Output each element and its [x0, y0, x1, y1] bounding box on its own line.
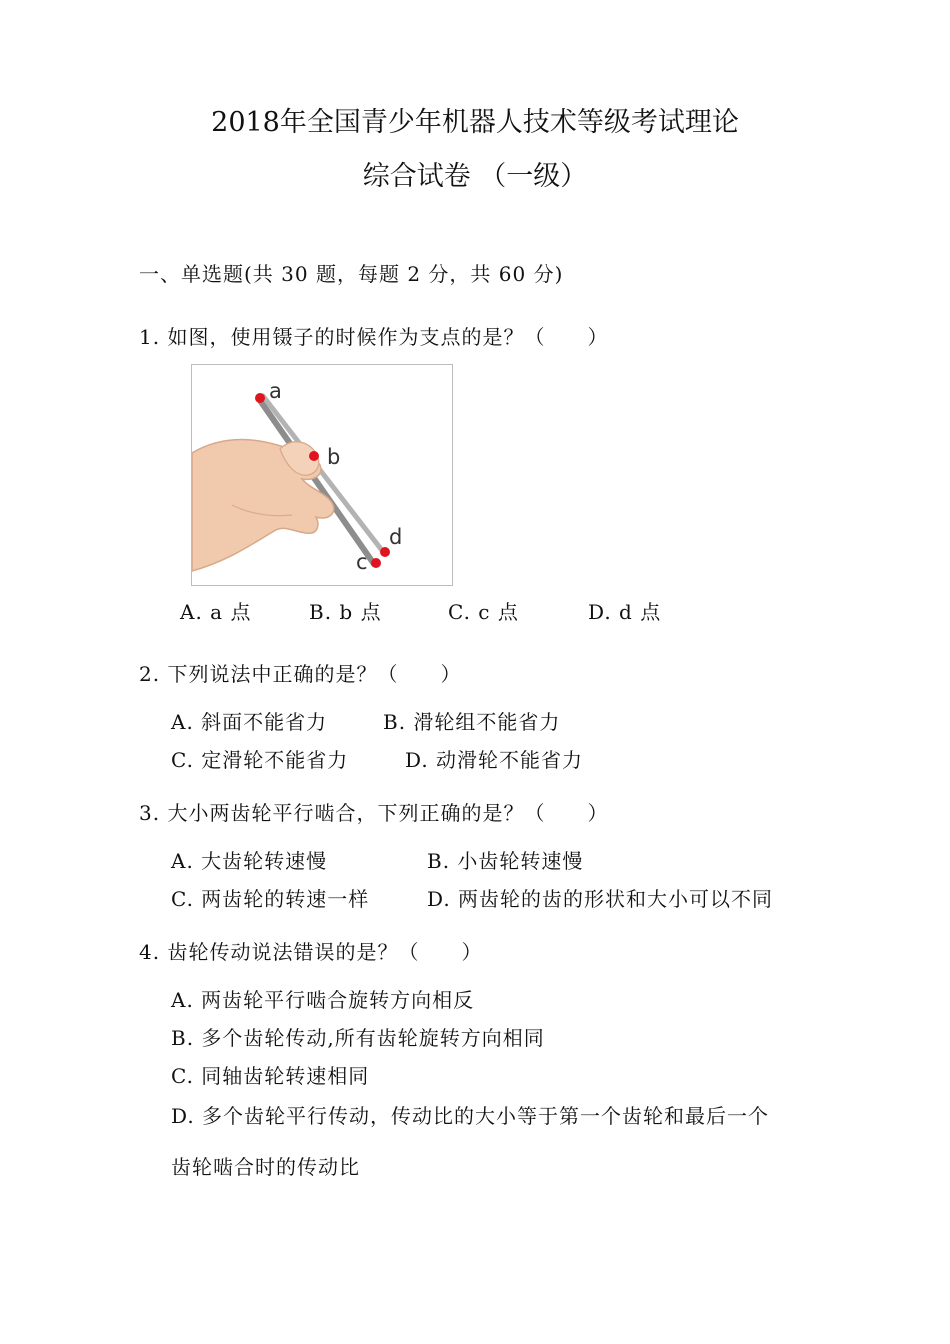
section-heading: 一、单选题(共 30 题，每题 2 分，共 60 分) — [139, 262, 564, 286]
label-c: c — [356, 550, 368, 574]
label-d: d — [389, 525, 403, 549]
q3-option-d: D. 两齿轮的齿的形状和大小可以不同 — [427, 887, 774, 911]
question-1-stem: 1. 如图，使用镊子的时候作为支点的是？（ ） — [139, 325, 609, 349]
q3-option-b: B. 小齿轮转速慢 — [427, 849, 584, 873]
q1-option-c: C. c 点 — [448, 600, 519, 624]
tweezers-illustration — [192, 365, 453, 586]
q1-option-b: B. b 点 — [309, 600, 382, 624]
q4-option-d-continued: 齿轮啮合时的传动比 — [171, 1155, 360, 1179]
q2-option-d: D. 动滑轮不能省力 — [405, 748, 584, 772]
tweezers-figure — [191, 364, 453, 586]
q4-option-b: B. 多个齿轮传动,所有齿轮旋转方向相同 — [171, 1026, 545, 1050]
q2-option-c: C. 定滑轮不能省力 — [171, 748, 349, 772]
point-c — [371, 558, 381, 568]
label-a: a — [269, 379, 282, 403]
question-3-stem: 3. 大小两齿轮平行啮合，下列正确的是？（ ） — [139, 801, 609, 825]
exam-title-line1: 2018年全国青少年机器人技术等级考试理论 — [211, 107, 739, 138]
q1-option-a: A. a 点 — [180, 600, 252, 624]
q4-option-a: A. 两齿轮平行啮合旋转方向相反 — [171, 988, 475, 1012]
question-2-stem: 2. 下列说法中正确的是？（ ） — [139, 662, 462, 686]
q4-option-d: D. 多个齿轮平行传动，传动比的大小等于第一个齿轮和最后一个 — [171, 1104, 770, 1128]
q4-option-c: C. 同轴齿轮转速相同 — [171, 1064, 370, 1088]
label-b: b — [327, 445, 341, 469]
exam-title-line2: 综合试卷 （一级） — [362, 161, 588, 192]
point-a — [255, 393, 265, 403]
q2-option-b: B. 滑轮组不能省力 — [383, 710, 561, 734]
q2-option-a: A. 斜面不能省力 — [171, 710, 328, 734]
q3-option-a: A. 大齿轮转速慢 — [171, 849, 328, 873]
question-4-stem: 4. 齿轮传动说法错误的是？（ ） — [139, 940, 483, 964]
q3-option-c: C. 两齿轮的转速一样 — [171, 887, 370, 911]
q1-option-d: D. d 点 — [588, 600, 662, 624]
point-b — [309, 451, 319, 461]
